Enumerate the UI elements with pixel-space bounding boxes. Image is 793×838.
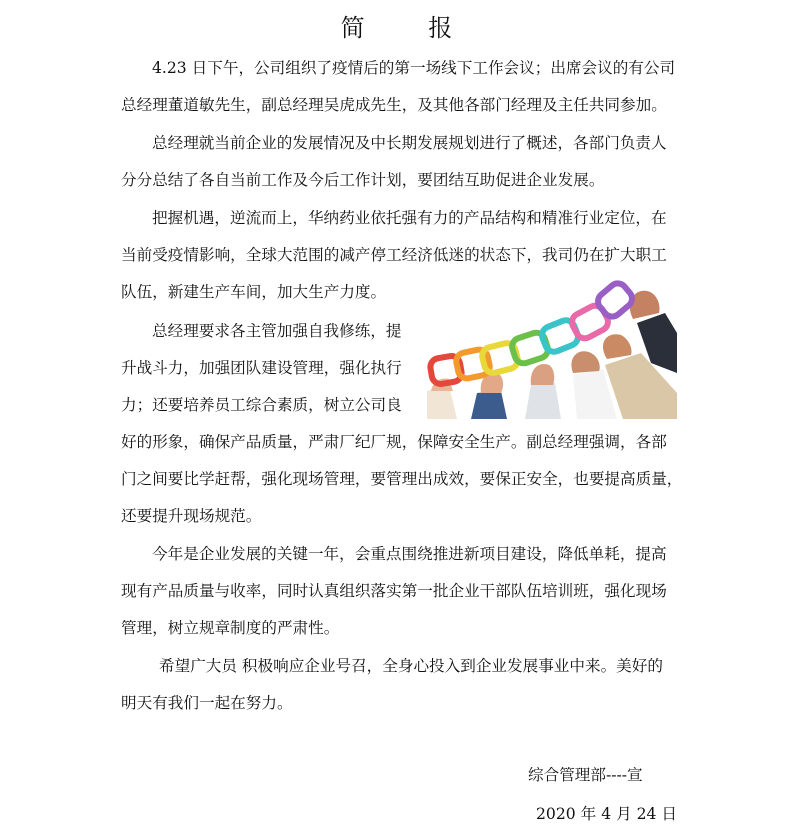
paragraph-line: 今年是企业发展的关键一年，会重点围绕推进新项目建设，降低单耗，提高 — [152, 545, 667, 563]
paragraph-line: 当前受疫情影响，全球大范围的减产停工经济低迷的状态下，我司仍在扩大职工 — [121, 246, 667, 264]
paragraph-line: 4.23 日下午，公司组织了疫情后的第一场线下工作会议；出席会议的有公司 — [152, 59, 676, 77]
paragraph-line: 总经理就当前企业的发展情况及中长期发展规划进行了概述，各部门负责人 — [152, 134, 667, 152]
signature-department: 综合管理部----宣 — [528, 766, 643, 784]
teamwork-chain-image — [427, 273, 677, 419]
paragraph-line: 还要提升现场规范。 — [121, 507, 262, 525]
signature-date: 2020 年 4 月 24 日 — [536, 805, 678, 823]
paragraph-line: 管理，树立规章制度的严肃性。 — [121, 619, 340, 637]
paragraph-requirements-continued — [121, 424, 683, 535]
paragraph-key-year — [121, 536, 677, 647]
paragraph-line: 总经理要求各主管加强自我修练，提 — [152, 322, 402, 340]
paragraph-line: 好的形象，确保产品质量，严肃厂纪厂规，保障安全生产。副总经理强调，各部 — [121, 433, 667, 451]
paragraph-line: 现有产品质量与收率，同时认真组织落实第一批企业干部队伍培训班，强化现场 — [121, 582, 667, 600]
paragraph-line: 门之间要比学赶帮，强化现场管理，要管理出成效，要保正安全，也要提高质量， — [121, 470, 683, 488]
paragraph-overview — [121, 125, 677, 199]
paragraph-requirements — [121, 313, 413, 424]
paragraph-line: 把握机遇，逆流而上，华纳药业依托强有力的产品结构和精准行业定位，在 — [152, 209, 667, 227]
paragraph-line: 队伍，新建生产车间，加大生产力度。 — [121, 283, 387, 301]
paragraph-line: 总经理董道敏先生，副总经理吴虎成先生，及其他各部门经理及主任共同参加。 — [121, 96, 667, 114]
page-title: 简 报 — [340, 14, 481, 42]
paragraph-line: 力；还要培养员工综合素质，树立公司良 — [121, 396, 402, 414]
chain-hands-illustration — [427, 273, 677, 419]
paragraph-line: 分分总结了各自当前工作及今后工作计划，要团结互助促进企业发展。 — [121, 171, 605, 189]
paragraph-line: 升战斗力，加强团队建设管理，强化执行 — [121, 359, 402, 377]
paragraph-closing — [121, 648, 677, 722]
paragraph-line: 希望广大员 积极响应企业号召，全身心投入到企业发展事业中来。美好的 — [159, 657, 663, 675]
paragraph-line: 明天有我们一起在努力。 — [121, 694, 293, 712]
paragraph-meeting-intro — [121, 50, 677, 124]
